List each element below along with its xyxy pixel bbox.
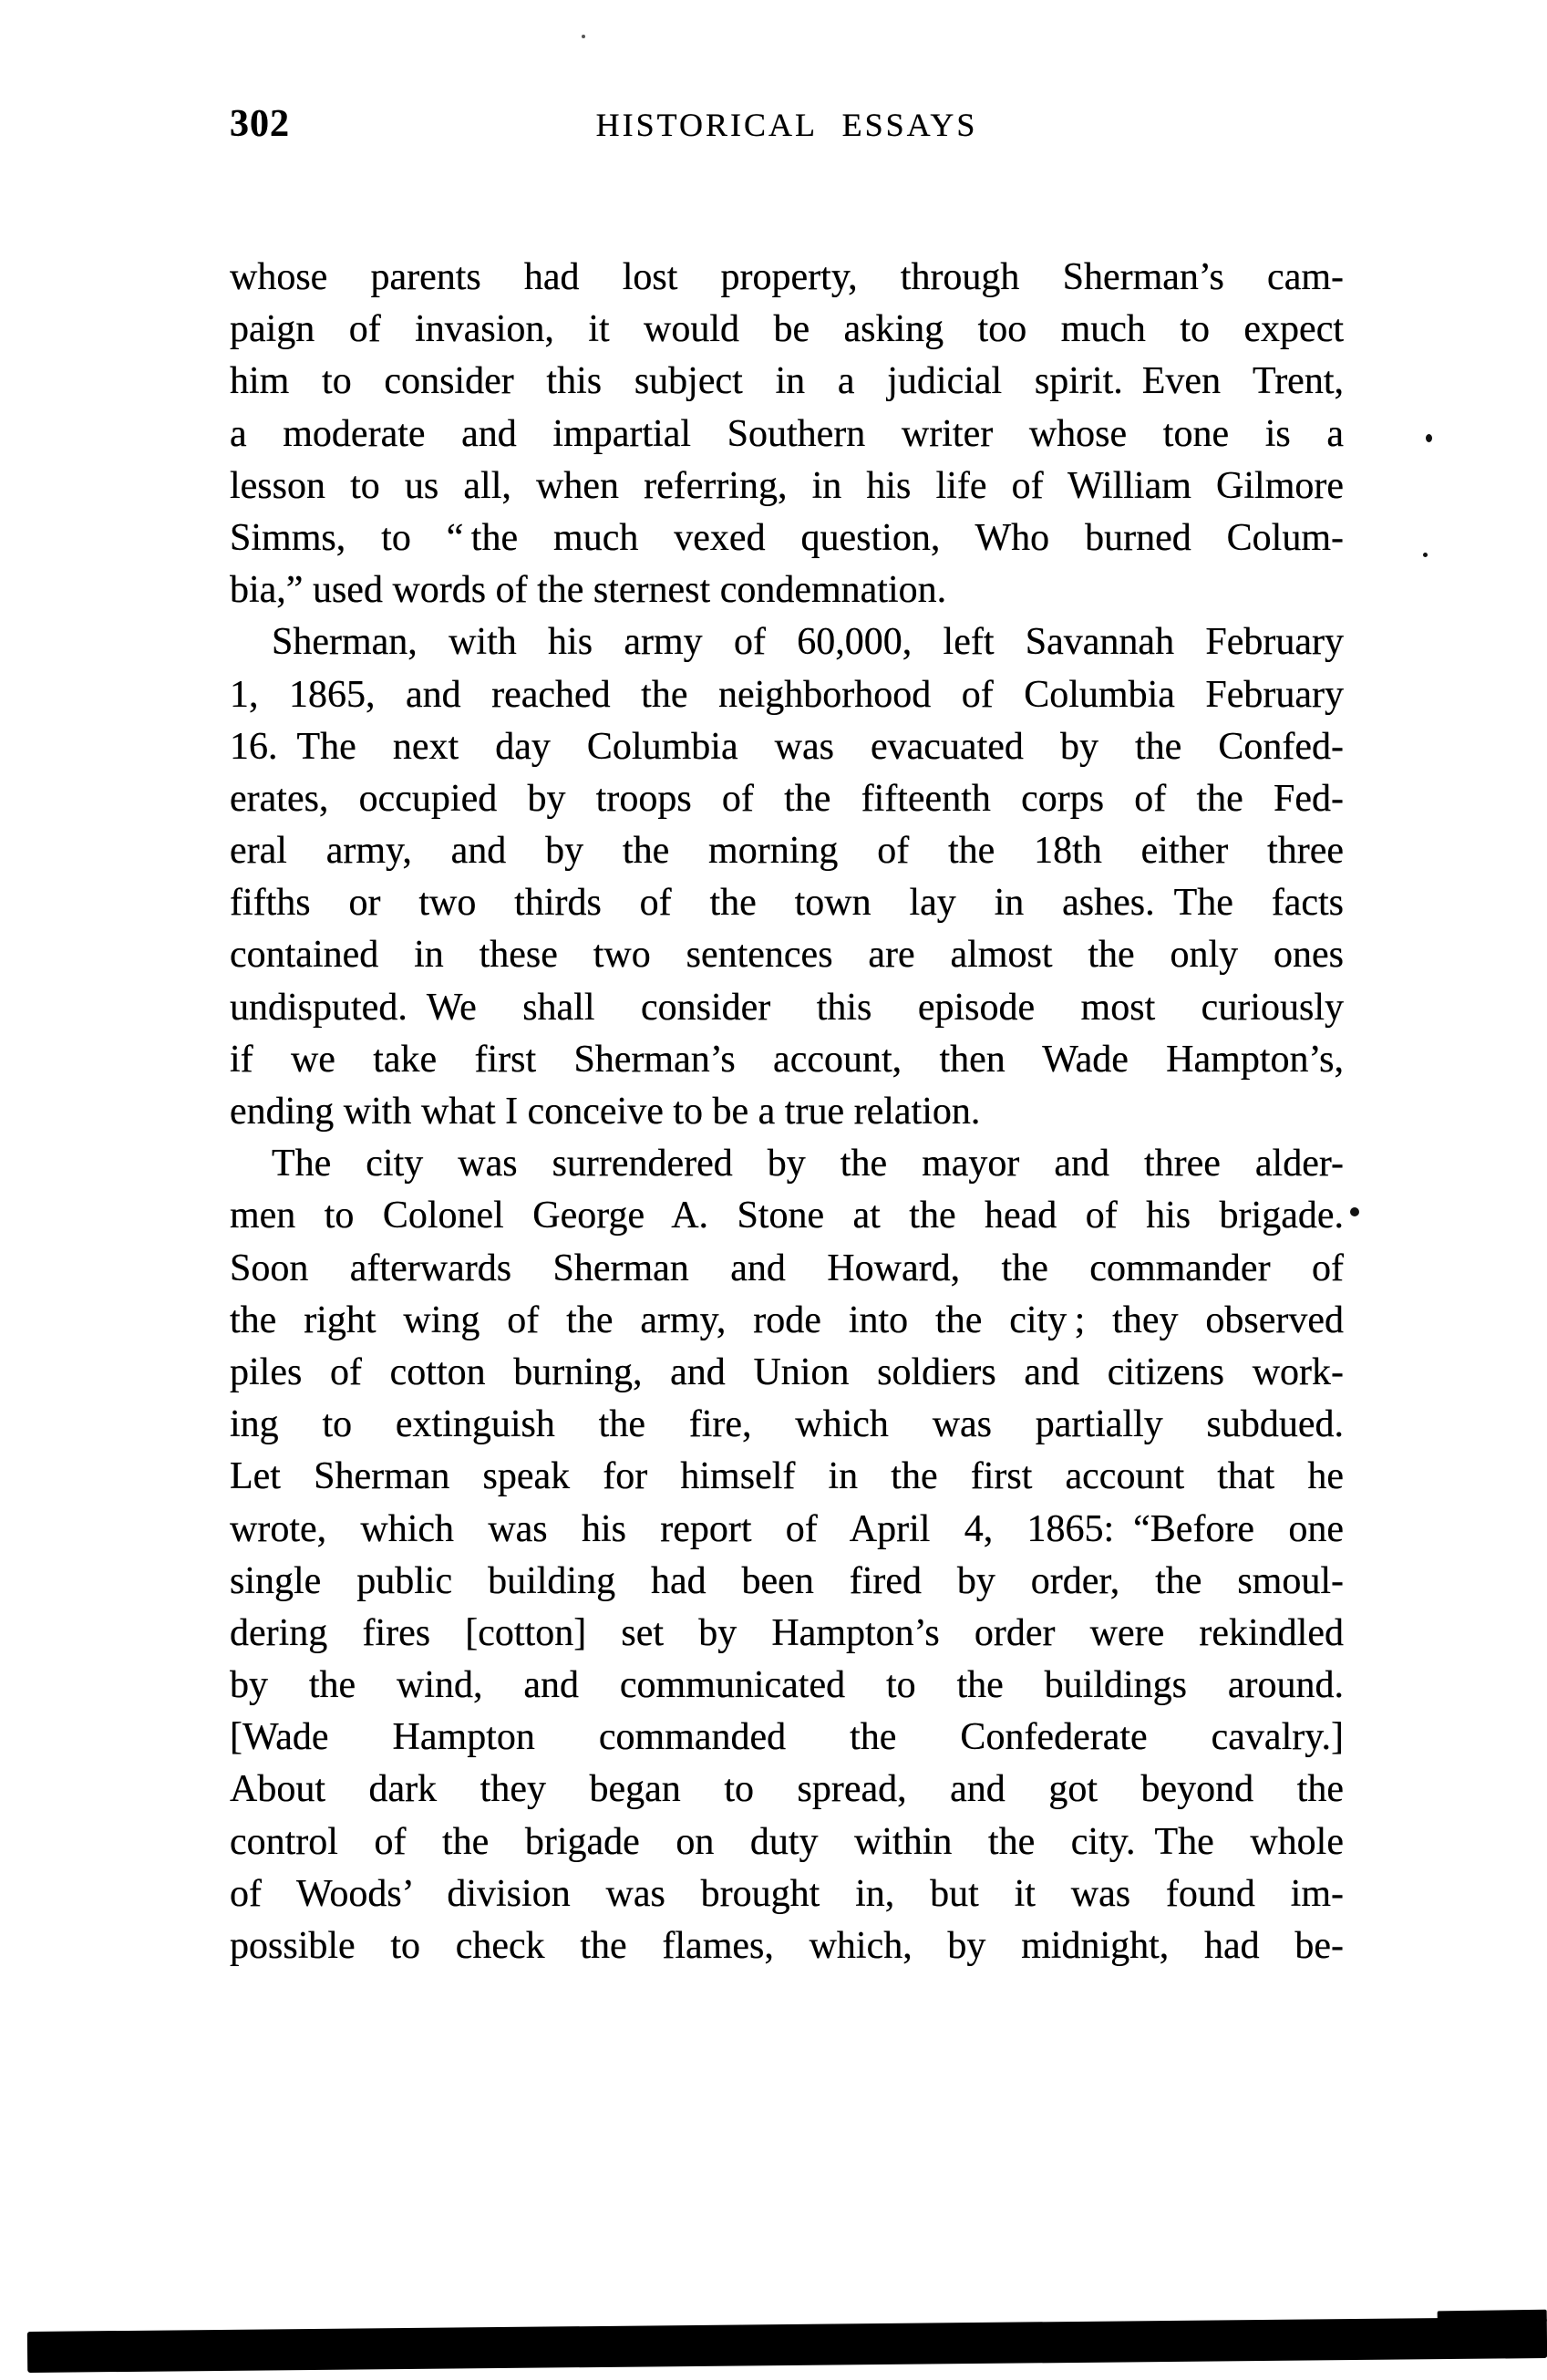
running-title: HISTORICAL ESSAYS — [595, 107, 978, 143]
text-line: Let Sherman speak for himself in the first account that he — [230, 1455, 1344, 1498]
page-number: 302 — [230, 103, 290, 145]
text-line: ending with what I conceive to be a true relation. — [230, 1091, 981, 1133]
text-line: Simms, to “ the much vexed question, Who burned Colum- — [230, 516, 1344, 559]
text-line: About dark they began to spread, and got beyond the — [230, 1768, 1344, 1811]
text-line: a moderate and impartial Southern writer whose tone is a — [230, 412, 1344, 455]
text-line: piles of cotton burning, and Union soldiers and citizens work- — [230, 1350, 1344, 1393]
text-line: eral army, and by the morning of the 18th either three — [230, 830, 1344, 873]
text-line: 1, 1865, and reached the neighborhood of Columbia February — [230, 673, 1344, 716]
text-line: contained in these two sentences are almost the only ones — [230, 934, 1344, 977]
text-line: ing to extinguish the fire, which was partially subdued. — [230, 1403, 1344, 1446]
text-line: [Wade Hampton commanded the Confederate cavalry.] — [230, 1716, 1344, 1759]
text-line: men to Colonel George A. Stone at the head of his brigade. — [230, 1195, 1344, 1237]
ink-speck — [1423, 553, 1428, 557]
scan-artifact-bar — [27, 2317, 1547, 2373]
text-line: whose parents had lost property, through Sherman’s cam- — [230, 256, 1344, 298]
text-line: bia,” used words of the sternest condemnation. — [230, 569, 947, 612]
text-line: erates, occupied by troops of the fifteenth corps of the Fed- — [230, 777, 1344, 820]
text-line: single public building had been fired by order, the smoul- — [230, 1559, 1344, 1602]
text-line: if we take first Sherman’s account, then Wade Hampton’s, — [230, 1038, 1344, 1081]
text-line: of Woods’ division was brought in, but it was found im- — [230, 1872, 1344, 1915]
text-line: dering fires [cotton] set by Hampton’s order were rekindled — [230, 1611, 1344, 1654]
text-line: The city was surrendered by the mayor and three alder- — [272, 1143, 1344, 1185]
text-line: wrote, which was his report of April 4, 1865: “Before one — [230, 1507, 1344, 1550]
text-line: lesson to us all, when referring, in his life of William Gilmore — [230, 464, 1344, 507]
text-line: possible to check the flames, which, by midnight, had be- — [230, 1925, 1344, 1967]
text-line: the right wing of the army, rode into the city ; they observed — [230, 1299, 1344, 1341]
text-line: undisputed. We shall consider this episode most curiously — [230, 986, 1344, 1029]
ink-speck — [1350, 1207, 1359, 1216]
text-line: 16. The next day Columbia was evacuated by the Confed- — [230, 725, 1344, 768]
text-line: paign of invasion, it would be asking too much to expect — [230, 308, 1344, 351]
text-line: control of the brigade on duty within the city. The whole — [230, 1820, 1344, 1863]
text-line: by the wind, and communicated to the buildings around. — [230, 1664, 1344, 1707]
text-line: Sherman, with his army of 60,000, left Savannah February — [272, 621, 1344, 664]
running-head — [230, 100, 1344, 148]
page-text-block — [230, 252, 1344, 1972]
text-line: fifths or two thirds of the town lay in ashes. The facts — [230, 882, 1344, 925]
text-line: him to consider this subject in a judicial spirit. Even Trent, — [230, 360, 1344, 403]
ink-speck — [1426, 434, 1432, 442]
text-line: Soon afterwards Sherman and Howard, the commander of — [230, 1247, 1344, 1289]
ink-speck — [582, 35, 585, 38]
